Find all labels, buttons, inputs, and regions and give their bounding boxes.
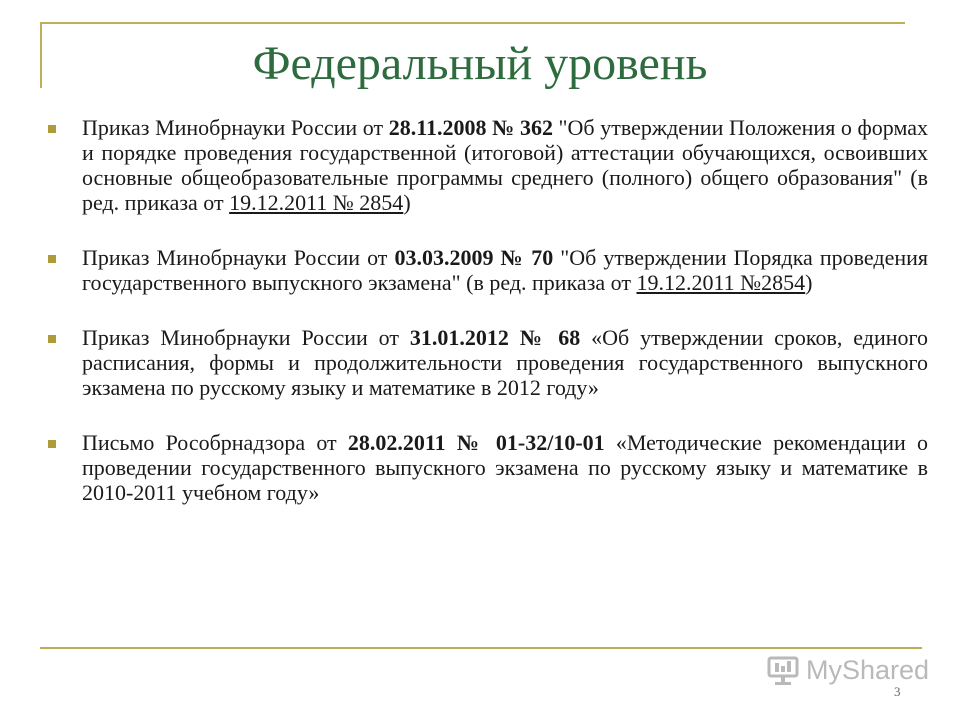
list-item bbox=[48, 245, 928, 295]
item-prefix: Приказ Минобрнауки России от bbox=[82, 115, 389, 140]
square-bullet-icon bbox=[48, 125, 56, 133]
presentation-icon bbox=[766, 656, 800, 686]
item-body: «Об утверждении сроков, единого расписания, формы и продолжительности проведения государственного выпускного экзамена по русскому языку и математике в 2012 году» bbox=[82, 325, 928, 400]
item-body: "Об утверждении Положения о формах и порядке проведения государственной (итоговой) аттестации обучающихся, освоивших основные общеобразовательные программы среднего (полного) общего образования" (в ред. приказа от bbox=[82, 115, 928, 215]
item-date-number: 28.02.2011 № 01-32/10-01 bbox=[347, 430, 605, 455]
list-item-text bbox=[82, 430, 928, 505]
list-item-text bbox=[82, 325, 928, 400]
watermark-text: MyShared bbox=[806, 655, 930, 685]
list-item-text bbox=[82, 115, 928, 215]
list-item-text bbox=[82, 245, 928, 295]
slide-title: Федеральный уровень bbox=[252, 37, 708, 90]
item-date-number: 28.11.2008 № 362 bbox=[388, 115, 553, 140]
list-item bbox=[48, 325, 928, 400]
list-item bbox=[48, 430, 928, 505]
amendment-link[interactable]: 19.12.2011 № 2854 bbox=[229, 190, 404, 215]
item-prefix: Письмо Рособрнадзора от bbox=[82, 430, 348, 455]
document-list bbox=[48, 115, 928, 535]
watermark bbox=[766, 655, 929, 686]
frame-top-line bbox=[40, 22, 905, 24]
square-bullet-icon bbox=[48, 335, 56, 343]
frame-bottom-line bbox=[40, 647, 922, 649]
item-date-number: 03.03.2009 № 70 bbox=[394, 245, 554, 270]
square-bullet-icon bbox=[48, 440, 56, 448]
amendment-link[interactable]: 19.12.2011 №2854 bbox=[636, 270, 806, 295]
page-number: 3 bbox=[894, 684, 901, 699]
item-prefix: Приказ Минобрнауки России от bbox=[82, 245, 395, 270]
item-body: "Об утверждении Порядка проведения государственного выпускного экзамена" (в ред. приказа от bbox=[82, 245, 928, 295]
item-body: «Методические рекомендации о проведении государственного выпускного экзамена по русскому языку и математике в 2010-2011 учебном году» bbox=[82, 430, 928, 505]
item-date-number: 31.01.2012 № 68 bbox=[409, 325, 581, 350]
item-suffix: ) bbox=[403, 190, 411, 215]
item-suffix: ) bbox=[805, 270, 813, 295]
square-bullet-icon bbox=[48, 255, 56, 263]
item-prefix: Приказ Минобрнауки России от bbox=[82, 325, 410, 350]
list-item bbox=[48, 115, 928, 215]
